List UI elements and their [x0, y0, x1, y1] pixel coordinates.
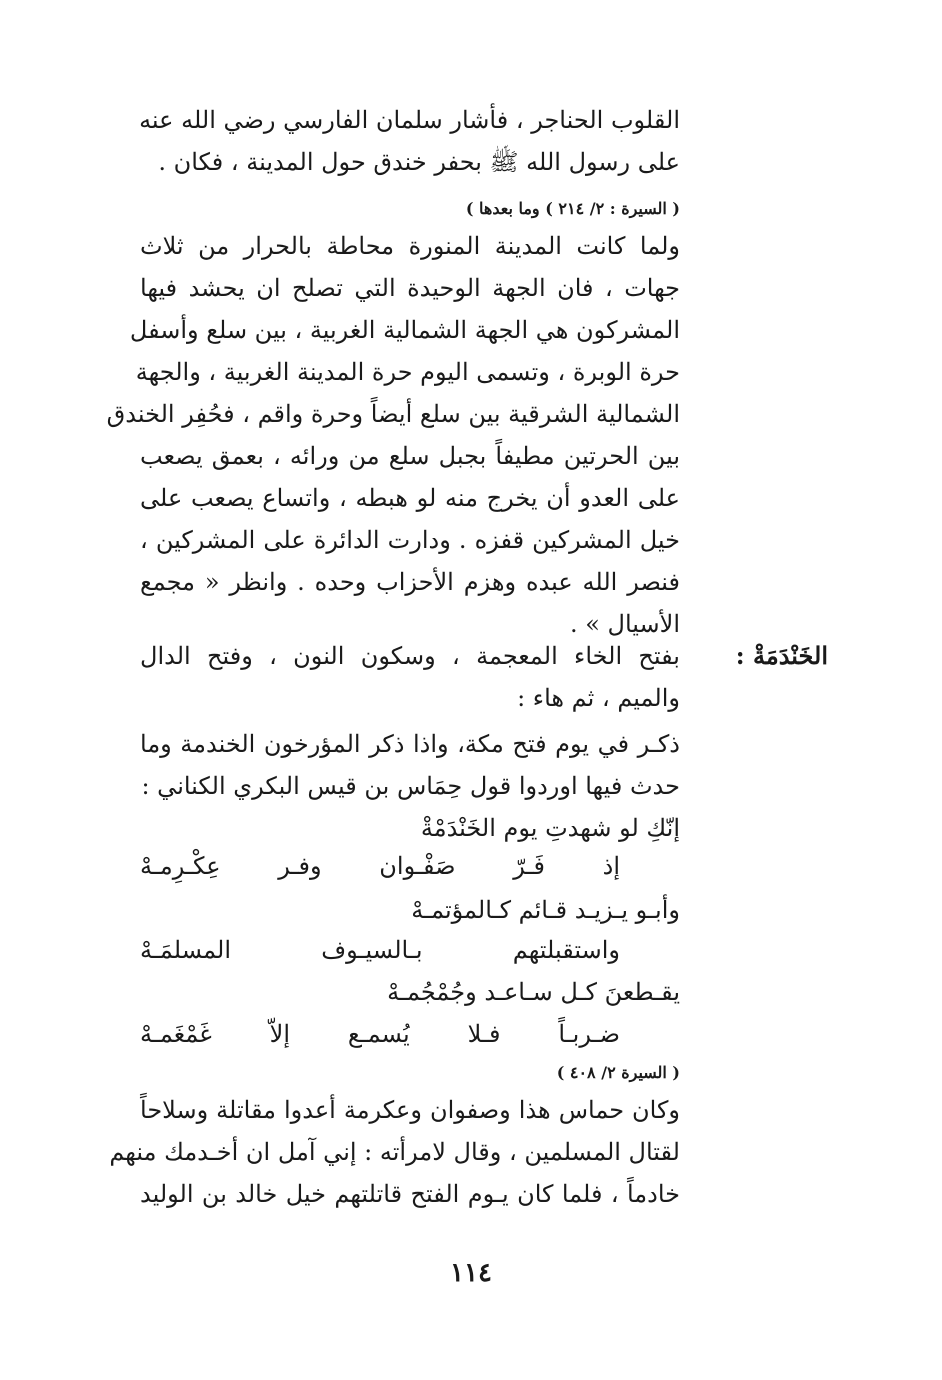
verse-line: واستقبلتهم بـالسيـوف المسلمَـهْ — [140, 936, 620, 964]
verse-line: ضـربـاً فـلا يُسمـع إلاّ غَمْغَمـهْ — [140, 1020, 620, 1048]
text-line: ولما كانت المدينة المنورة محاطة بالحرار من ثلاث — [140, 232, 680, 260]
citation: ( السيرة : ٢/ ٢١٤ ) وما بعدها ) — [465, 199, 680, 218]
text-line: الأسيال » . — [569, 610, 680, 638]
text-line: الشمالية الشرقية بين سلع أيضاً وحرة واقم ، فحُفِر الخندق — [106, 400, 680, 428]
verse-line: إذ فَـرّ صَفْـوان وفـر عِكْـرِمـهْ — [140, 852, 620, 880]
citation: ( السيرة ٢/ ٤٠٨ ) — [556, 1063, 680, 1082]
text-line: خيل المشركين قفزه . ودارت الدائرة على المشركين ، — [140, 526, 680, 554]
text-line: لقتال المسلمين ، وقال لامرأته : إني آمل ان أخـدمك منهم — [109, 1138, 680, 1166]
text-line: بين الحرتين مطيفاً بجبل سلع من ورائه ، بعمق يصعب — [140, 442, 680, 470]
text-line: فنصر الله عبده وهزم الأحزاب وحده . وانظر « مجمع — [140, 568, 680, 596]
text-line: القلوب الحناجر ، فأشار سلمان الفارسي رضي الله عنه — [139, 106, 680, 134]
entry-heading: الخَنْدَمَةْ : — [735, 641, 828, 670]
text-line: خادماً ، فلما كان يـوم الفتح قاتلتهم خيل خالد بن الوليد — [140, 1180, 680, 1208]
verse-line: يقـطعنَ كـل سـاعـد وجُمْجُمـهْ — [387, 978, 680, 1006]
text-line: المشركون هي الجهة الشمالية الغربية ، بين سلع وأسفل — [129, 316, 680, 344]
verse-line: إنّكِ لو شهدتِ يوم الخَنْدَمْةْ — [420, 814, 680, 842]
text-line: جهات ، فان الجهة الوحيدة التي تصلح ان يحشد فيها — [140, 274, 680, 302]
entry-definition: بفتح الخاء المعجمة ، وسكون النون ، وفتح الدال — [140, 642, 680, 670]
text-line: حدث فيها اوردوا قول حِمَاس بن قيس البكري الكناني : — [141, 772, 680, 800]
page-number: ١١٤ — [450, 1258, 492, 1288]
text-line: على العدو أن يخرج منه لو هبطه ، واتساع يصعب على — [140, 484, 680, 512]
text-line: وكان حماس هذا وصفوان وعكرمة أعدوا مقاتلة وسلاحاً — [140, 1096, 680, 1124]
text-line: ذكـر في يوم فتح مكة، واذا ذكر المؤرخون الخندمة وما — [140, 730, 680, 758]
entry-definition: والميم ، ثم هاء : — [517, 684, 680, 712]
verse-line: وأبـو يـزيـد قـائم كـالمؤتمـهْ — [411, 896, 680, 924]
text-line: حرة الوبرة ، وتسمى اليوم حرة المدينة الغربية ، والجهة — [135, 358, 680, 386]
text-line: على رسول الله ﷺ بحفر خندق حول المدينة ، فكان . — [158, 148, 680, 176]
